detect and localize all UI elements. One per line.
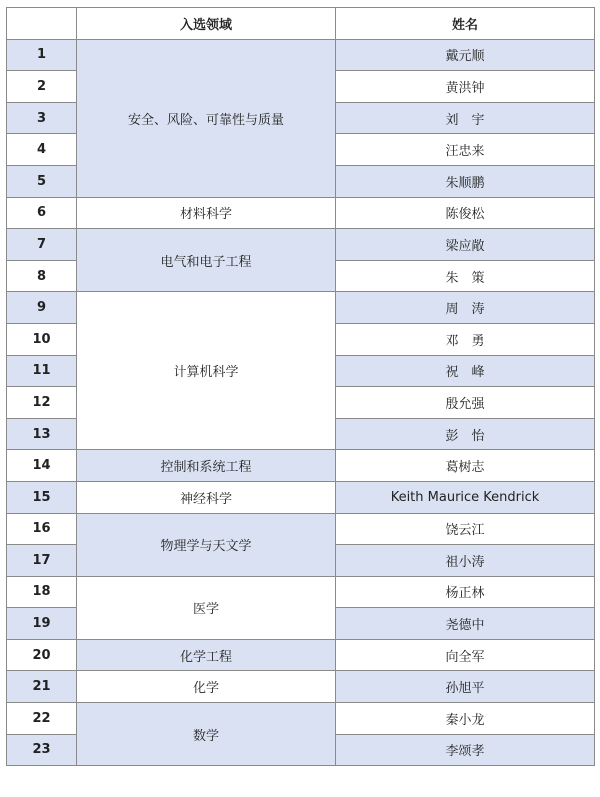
field-cell: 材料科学 bbox=[77, 197, 336, 229]
person-name: 黄洪钟 bbox=[336, 71, 595, 103]
person-name: 戴元顺 bbox=[336, 39, 595, 71]
row-number: 19 bbox=[7, 608, 77, 640]
field-cell: 计算机科学 bbox=[77, 292, 336, 450]
table-header-row bbox=[7, 8, 595, 40]
person-name: 彭 怡 bbox=[336, 418, 595, 450]
table-row bbox=[7, 450, 595, 482]
row-number: 10 bbox=[7, 323, 77, 355]
person-name: 杨正林 bbox=[336, 576, 595, 608]
table-row bbox=[7, 229, 595, 261]
row-number: 7 bbox=[7, 229, 77, 261]
field-cell: 化学 bbox=[77, 671, 336, 703]
person-name: 汪忠来 bbox=[336, 134, 595, 166]
row-number: 23 bbox=[7, 734, 77, 766]
row-number: 18 bbox=[7, 576, 77, 608]
person-name: 秦小龙 bbox=[336, 703, 595, 735]
person-name: 殷允强 bbox=[336, 387, 595, 419]
person-name: Keith Maurice Kendrick bbox=[336, 481, 595, 513]
person-name: 邓 勇 bbox=[336, 323, 595, 355]
table-row bbox=[7, 639, 595, 671]
row-number: 3 bbox=[7, 102, 77, 134]
header-name: 姓名 bbox=[336, 8, 595, 40]
person-name: 陈俊松 bbox=[336, 197, 595, 229]
table-row bbox=[7, 671, 595, 703]
header-field: 入选领域 bbox=[77, 8, 336, 40]
awardee-table bbox=[6, 7, 595, 766]
person-name: 朱 策 bbox=[336, 260, 595, 292]
row-number: 15 bbox=[7, 481, 77, 513]
person-name: 梁应敞 bbox=[336, 229, 595, 261]
person-name: 向全军 bbox=[336, 639, 595, 671]
row-number: 16 bbox=[7, 513, 77, 545]
person-name: 饶云江 bbox=[336, 513, 595, 545]
person-name: 尧德中 bbox=[336, 608, 595, 640]
header-number bbox=[7, 8, 77, 40]
field-cell: 医学 bbox=[77, 576, 336, 639]
row-number: 9 bbox=[7, 292, 77, 324]
person-name: 祝 峰 bbox=[336, 355, 595, 387]
table-row bbox=[7, 292, 595, 324]
person-name: 葛树志 bbox=[336, 450, 595, 482]
row-number: 13 bbox=[7, 418, 77, 450]
table-row bbox=[7, 513, 595, 545]
row-number: 8 bbox=[7, 260, 77, 292]
person-name: 祖小涛 bbox=[336, 545, 595, 577]
field-cell: 安全、风险、可靠性与质量 bbox=[77, 39, 336, 197]
field-cell: 数学 bbox=[77, 703, 336, 766]
table-row bbox=[7, 703, 595, 735]
row-number: 17 bbox=[7, 545, 77, 577]
person-name: 李颂孝 bbox=[336, 734, 595, 766]
row-number: 12 bbox=[7, 387, 77, 419]
row-number: 4 bbox=[7, 134, 77, 166]
row-number: 11 bbox=[7, 355, 77, 387]
table-row bbox=[7, 39, 595, 71]
row-number: 6 bbox=[7, 197, 77, 229]
field-cell: 化学工程 bbox=[77, 639, 336, 671]
row-number: 1 bbox=[7, 39, 77, 71]
row-number: 5 bbox=[7, 165, 77, 197]
field-cell: 控制和系统工程 bbox=[77, 450, 336, 482]
row-number: 22 bbox=[7, 703, 77, 735]
row-number: 20 bbox=[7, 639, 77, 671]
row-number: 2 bbox=[7, 71, 77, 103]
row-number: 14 bbox=[7, 450, 77, 482]
person-name: 周 涛 bbox=[336, 292, 595, 324]
field-cell: 物理学与天文学 bbox=[77, 513, 336, 576]
table-row bbox=[7, 576, 595, 608]
table-row bbox=[7, 481, 595, 513]
person-name: 朱顺鹏 bbox=[336, 165, 595, 197]
row-number: 21 bbox=[7, 671, 77, 703]
person-name: 孙旭平 bbox=[336, 671, 595, 703]
field-cell: 神经科学 bbox=[77, 481, 336, 513]
person-name: 刘 宇 bbox=[336, 102, 595, 134]
table-row bbox=[7, 197, 595, 229]
field-cell: 电气和电子工程 bbox=[77, 229, 336, 292]
